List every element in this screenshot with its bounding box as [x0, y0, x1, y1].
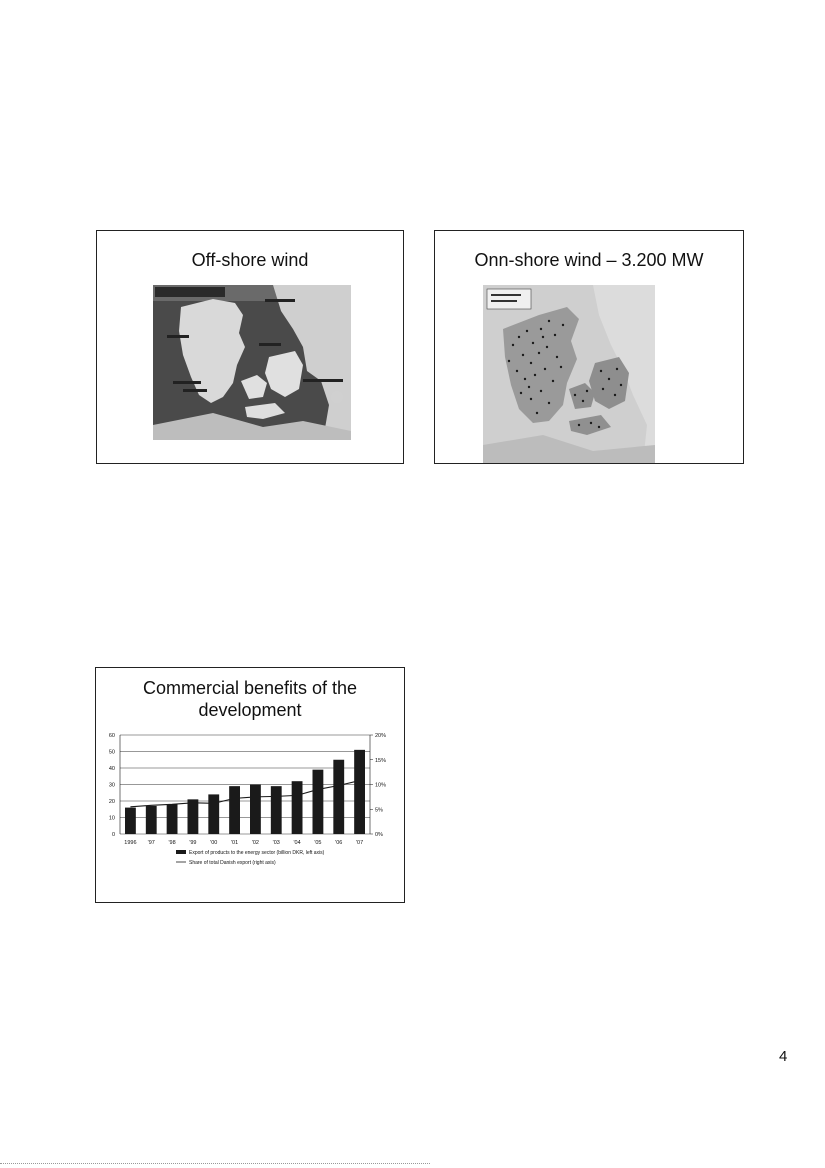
slide-title [96, 677, 404, 721]
legend-line-label: Share of total Danish export (right axis) [189, 860, 276, 866]
slide-title: Off-shore wind [191, 250, 309, 270]
bottom-rule [0, 1163, 430, 1164]
right-tick-label: 5% [375, 807, 383, 814]
x-tick-label: '05 [314, 840, 322, 846]
right-tick-label: 15% [375, 757, 387, 764]
slide-commercial-benefits [95, 667, 405, 903]
slide-offshore-wind [96, 230, 404, 464]
x-tick-label: '07 [355, 840, 364, 846]
x-tick-label: '00 [210, 840, 218, 846]
left-tick-label: 50 [108, 749, 115, 756]
x-tick-label: 1996 [124, 840, 137, 846]
left-tick-label: 20 [108, 799, 115, 805]
bar [229, 786, 240, 834]
legend-bar-swatch [176, 850, 186, 854]
left-tick-label: 60 [108, 733, 115, 739]
x-tick-label: '04 [293, 840, 301, 846]
page-number: 4 [779, 1048, 788, 1065]
left-tick-label: 10 [108, 815, 115, 822]
slide-title-line-2: development [198, 700, 302, 720]
bar [313, 770, 324, 834]
bar [208, 794, 219, 834]
x-tick-label: '97 [147, 840, 155, 846]
bar [354, 750, 365, 834]
bar [250, 785, 261, 835]
offshore-wind-map [153, 285, 351, 440]
slide-title: Onn-shore wind – 3.200 MW [474, 250, 704, 270]
x-tick-label: '03 [272, 840, 280, 846]
export-bar-chart [96, 728, 404, 878]
bar [125, 808, 136, 834]
right-tick-label: 0% [375, 832, 383, 838]
bar [333, 760, 344, 834]
right-tick-label: 10% [375, 782, 387, 789]
bar [188, 799, 199, 834]
onshore-wind-map [483, 285, 655, 463]
bar [271, 786, 282, 834]
slide-onshore-wind [434, 230, 744, 464]
x-tick-label: '06 [335, 840, 343, 846]
left-tick-label: 40 [108, 766, 115, 772]
bar [146, 806, 157, 834]
right-tick-label: 20% [375, 733, 387, 739]
left-tick-label: 30 [108, 782, 115, 789]
legend-bar-label: Export of products to the energy sector (billion DKR, left axis) [189, 850, 325, 856]
x-tick-label: '99 [189, 840, 197, 846]
x-tick-label: '98 [168, 840, 176, 846]
x-tick-label: '02 [251, 840, 260, 846]
bar [167, 804, 178, 834]
x-tick-label: '01 [230, 840, 239, 846]
bar [292, 781, 303, 834]
slide-title-line-1: Commercial benefits of the [142, 678, 358, 698]
left-tick-label: 0 [111, 832, 115, 838]
